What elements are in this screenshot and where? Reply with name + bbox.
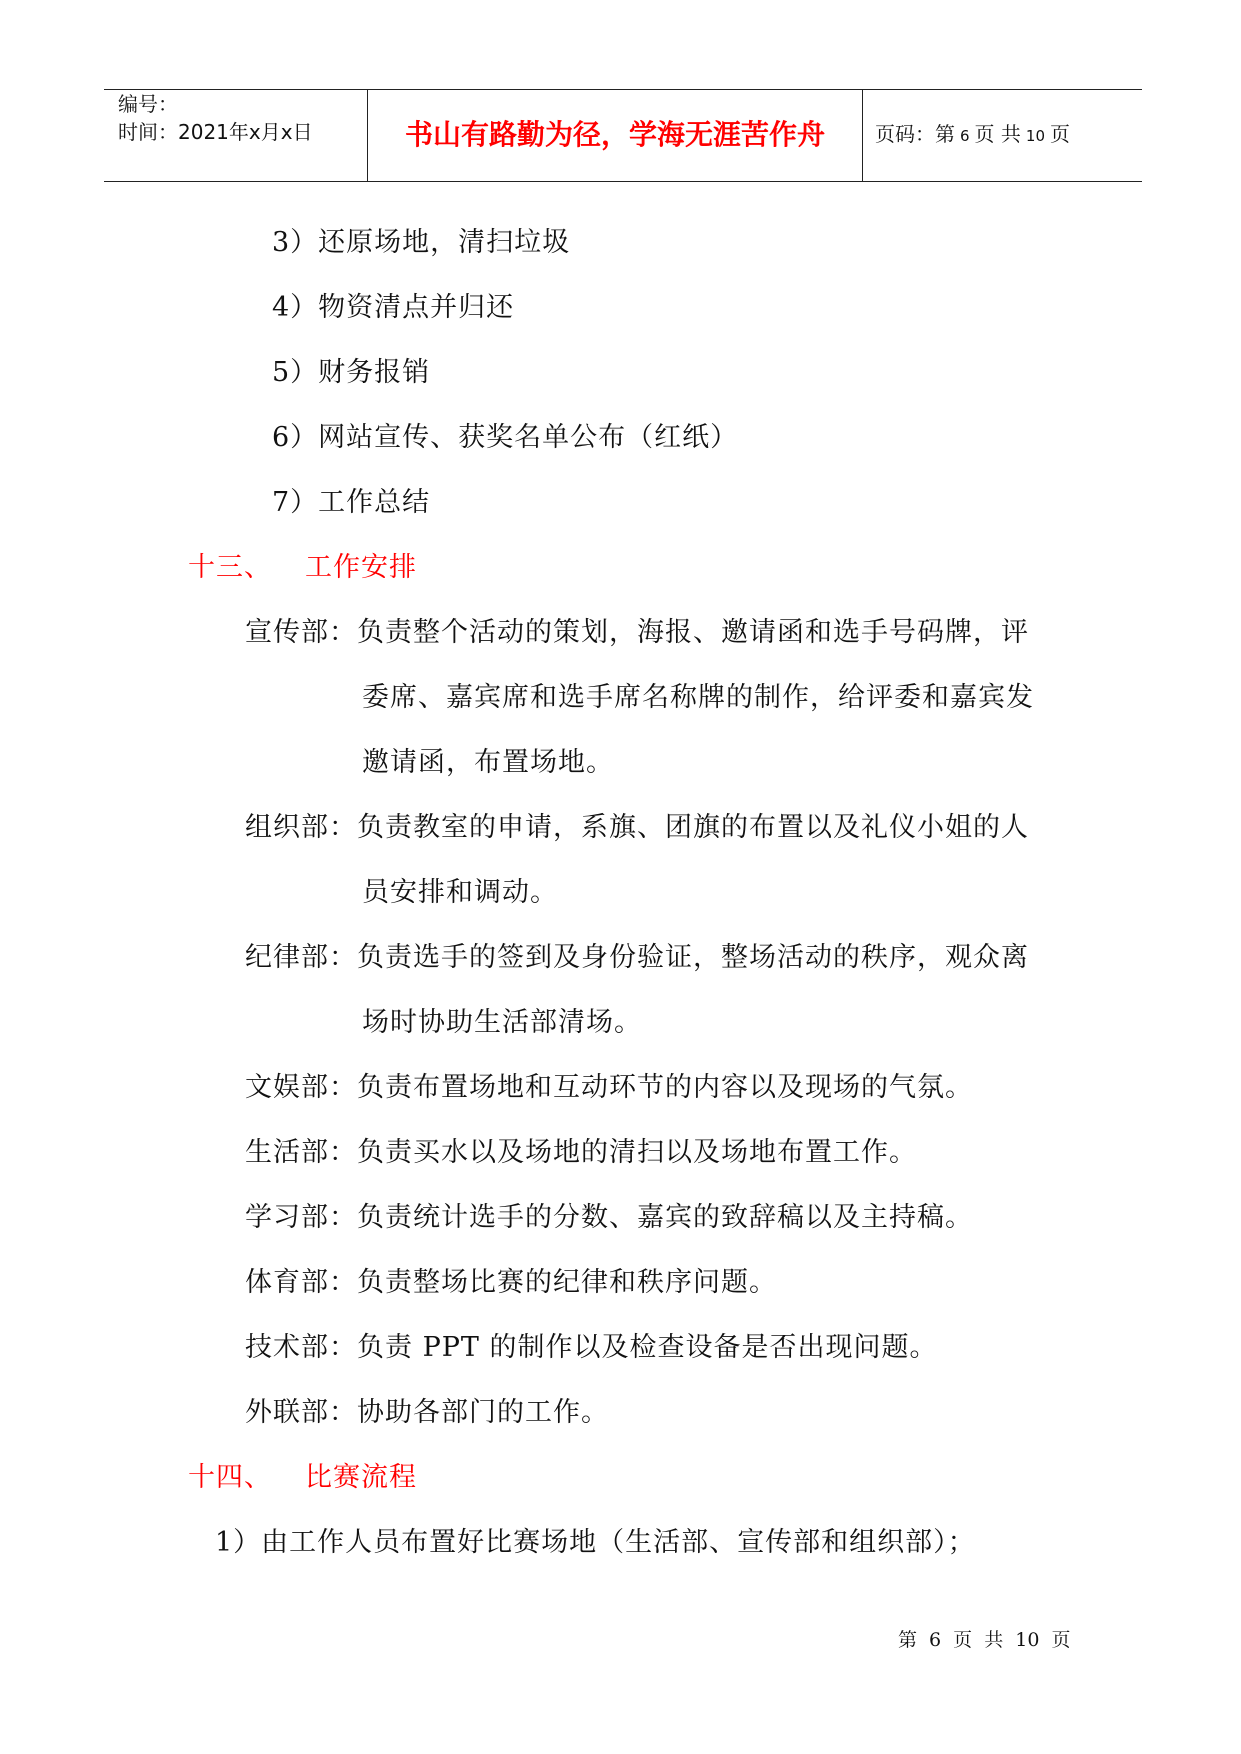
arrangement-line: 学习部：负责统计选手的分数、嘉宾的致辞稿以及主持稿。 <box>245 1202 973 1233</box>
list-item: 5）财务报销 <box>272 357 431 388</box>
process-item: 1）由工作人员布置好比赛场地（生活部、宣传部和组织部）； <box>215 1527 976 1558</box>
list-item: 3）还原场地，清扫垃圾 <box>272 227 571 258</box>
document-code-label: 编号： <box>118 92 178 116</box>
list-item: 7）工作总结 <box>272 487 431 518</box>
page-footer: 第 6 页 共 10 页 <box>898 1629 1071 1651</box>
arrangement-line: 宣传部：负责整个活动的策划，海报、邀请函和选手号码牌，评 <box>245 617 1029 648</box>
arrangement-line: 体育部：负责整场比赛的纪律和秩序问题。 <box>245 1267 777 1298</box>
arrangement-line: 外联部：协助各部门的工作。 <box>245 1397 609 1428</box>
list-item: 4）物资清点并归还 <box>272 292 515 323</box>
section-number: 十四、 <box>188 1462 272 1493</box>
header-info-cell <box>104 90 368 181</box>
arrangement-line: 生活部：负责买水以及场地的清扫以及场地布置工作。 <box>245 1137 917 1168</box>
header-page-cell <box>863 90 1142 181</box>
arrangement-line: 文娱部：负责布置场地和互动环节的内容以及现场的气氛。 <box>245 1072 973 1103</box>
arrangement-line: 委席、嘉宾席和选手席名称牌的制作，给评委和嘉宾发 <box>362 682 1034 713</box>
arrangement-line: 员安排和调动。 <box>362 877 558 908</box>
arrangement-line: 技术部：负责 PPT 的制作以及检查设备是否出现问题。 <box>245 1332 938 1363</box>
arrangement-line: 组织部：负责教室的申请，系旗、团旗的布置以及礼仪小姐的人 <box>245 812 1029 843</box>
section-title: 比赛流程 <box>305 1462 417 1493</box>
arrangement-line: 纪律部：负责选手的签到及身份验证，整场活动的秩序，观众离 <box>245 942 1029 973</box>
header-motto-cell <box>368 90 863 181</box>
section-number: 十三、 <box>188 552 272 583</box>
header-page-number: 页码：第 6 页 共 10 页 <box>875 122 1070 146</box>
arrangement-line: 邀请函，布置场地。 <box>362 747 614 778</box>
list-item: 6）网站宣传、获奖名单公布（红纸） <box>272 422 739 453</box>
arrangement-line: 场时协助生活部清场。 <box>362 1007 642 1038</box>
page-header <box>104 89 1142 182</box>
section-title: 工作安排 <box>305 552 417 583</box>
document-time-label: 时间：2021年x月x日 <box>118 120 313 144</box>
header-motto: 书山有路勤为径，学海无涯苦作舟 <box>404 118 825 151</box>
